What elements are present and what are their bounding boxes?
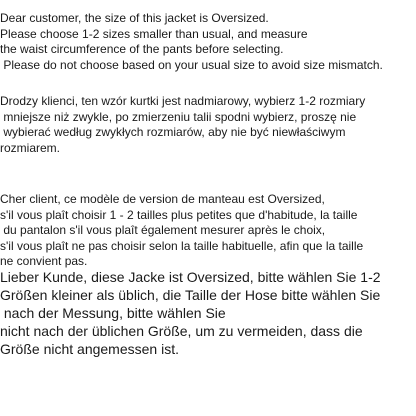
notice-line: wybierać według zwykłych rozmiarów, aby nie być niewłaściwym	[0, 125, 346, 139]
notice-line: Dear customer, the size of this jacket is Oversized.	[0, 11, 269, 25]
notice-line: Please choose 1-2 sizes smaller than usual, and measure	[0, 26, 308, 41]
notice-line: Drodzy klienci, ten wzór kurtki jest nadmiarowy, wybierz 1-2 rozmiary	[0, 94, 366, 108]
notice-line: Please do not choose based on your usual size to avoid size mismatch.	[0, 57, 383, 72]
notice-line: mniejsze niż zwykle, po zmierzeniu talii spodni wybierz, proszę nie	[0, 109, 357, 124]
notice-line: Lieber Kunde, diese Jacke ist Oversized, bitte wählen Sie 1-2	[0, 269, 381, 285]
notice-line: s'il vous plaît ne pas choisir selon la taille habituelle, afin que la taille	[0, 238, 364, 253]
notice-line: ne convient pas.	[0, 254, 88, 268]
notice-line: Größen kleiner als üblich, die Taille der Hose bitte wählen Sie	[0, 287, 381, 303]
french-size-notice	[0, 192, 416, 270]
notice-line: nicht nach der üblichen Größe, um zu vermeiden, dass die	[0, 323, 363, 339]
polish-size-notice	[0, 94, 416, 156]
notice-line: Größe nicht angemessen ist.	[0, 341, 179, 357]
notice-line: nach der Messung, bitte wählen Sie	[0, 305, 226, 321]
notice-line: du pantalon s'il vous plaît également mesurer après le choix,	[0, 223, 326, 237]
notice-line: Cher client, ce modèle de version de manteau est Oversized,	[0, 192, 325, 206]
notice-line: s'il vous plaît choisir 1 - 2 tailles plus petites que d'habitude, la taille	[0, 207, 358, 222]
english-size-notice	[0, 11, 416, 73]
notice-line: rozmiarem.	[0, 140, 61, 155]
german-size-notice	[0, 268, 416, 358]
notice-line: the waist circumference of the pants before selecting.	[0, 42, 284, 56]
